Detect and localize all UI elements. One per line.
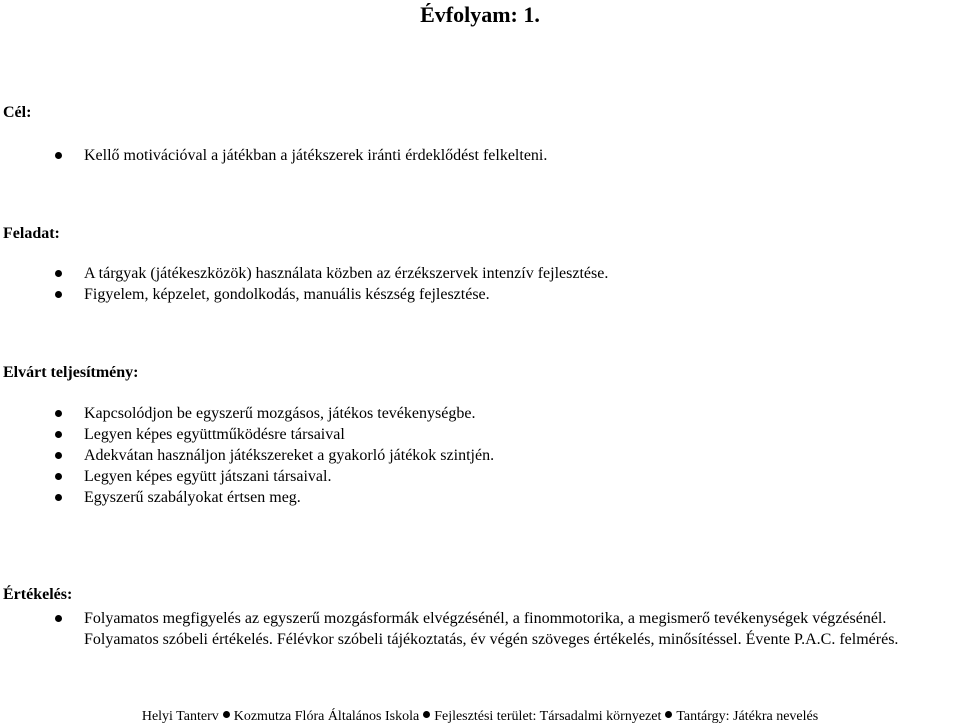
footer-part: Tantárgy: Játékra nevelés	[676, 709, 819, 724]
bullet-icon	[55, 494, 62, 501]
section-heading-ertekeles: Értékelés:	[3, 586, 73, 603]
list-item	[0, 284, 608, 305]
bullet-icon	[423, 711, 430, 718]
list-item	[0, 263, 608, 284]
list-item-text: Figyelem, képzelet, gondolkodás, manuális készség fejlesztése.	[84, 286, 490, 303]
list-item	[0, 466, 494, 487]
list-elvart	[0, 403, 494, 508]
list-item-text: Egyszerű szabályokat értsen meg.	[84, 489, 301, 506]
bullet-icon	[55, 452, 62, 459]
bullet-icon	[665, 711, 672, 718]
page-title: Évfolyam: 1.	[420, 2, 540, 27]
list-item	[0, 403, 494, 424]
footer-part: Kozmutza Flóra Általános Iskola	[233, 709, 420, 724]
list-feladat	[0, 263, 608, 305]
bullet-icon	[55, 473, 62, 480]
list-ertekeles	[0, 608, 898, 650]
list-cel	[0, 145, 547, 166]
list-item-text: Folyamatos szóbeli értékelés. Félévkor szóbeli tájékoztatás, év végén szöveges értékelés, minősítéssel. Évente P.A.C. felmérés.	[84, 631, 899, 648]
bullet-icon	[55, 410, 62, 417]
section-heading-feladat: Feladat:	[3, 225, 60, 242]
list-item-text: Adekvátan használjon játékszereket a gyakorló játékok szintjén.	[84, 447, 495, 464]
list-item	[0, 608, 898, 629]
list-item-text: A tárgyak (játékeszközök) használata közben az érzékszervek intenzív fejlesztése.	[84, 265, 609, 282]
footer-part: Fejlesztési terület: Társadalmi környezet	[434, 709, 662, 724]
list-item-text: Kellő motivációval a játékban a játékszerek iránti érdeklődést felkelteni.	[84, 147, 548, 164]
bullet-icon	[55, 615, 62, 622]
bullet-icon	[55, 291, 62, 298]
list-item-text: Folyamatos megfigyelés az egyszerű mozgásformák elvégzésénél, a finommotorika, a megismerő tevékenységek végzésénél.	[84, 610, 887, 627]
section-heading-elvart: Elvárt teljesítmény:	[3, 364, 139, 381]
list-item-text: Legyen képes együttműködésre társaival	[84, 426, 345, 443]
bullet-icon	[55, 270, 62, 277]
bullet-icon	[55, 431, 62, 438]
list-item	[0, 145, 547, 166]
bullet-icon	[55, 152, 62, 159]
list-item	[0, 424, 494, 445]
section-heading-cel: Cél:	[3, 104, 32, 121]
list-item	[0, 629, 898, 650]
list-item	[0, 445, 494, 466]
bullet-icon	[223, 711, 230, 718]
list-item-text: Legyen képes együtt játszani társaival.	[84, 468, 332, 485]
footer-part: Helyi Tanterv	[141, 709, 219, 724]
list-item-text: Kapcsolódjon be egyszerű mozgásos, játékos tevékenységbe.	[84, 405, 476, 422]
list-item	[0, 487, 494, 508]
page-footer	[0, 708, 960, 726]
